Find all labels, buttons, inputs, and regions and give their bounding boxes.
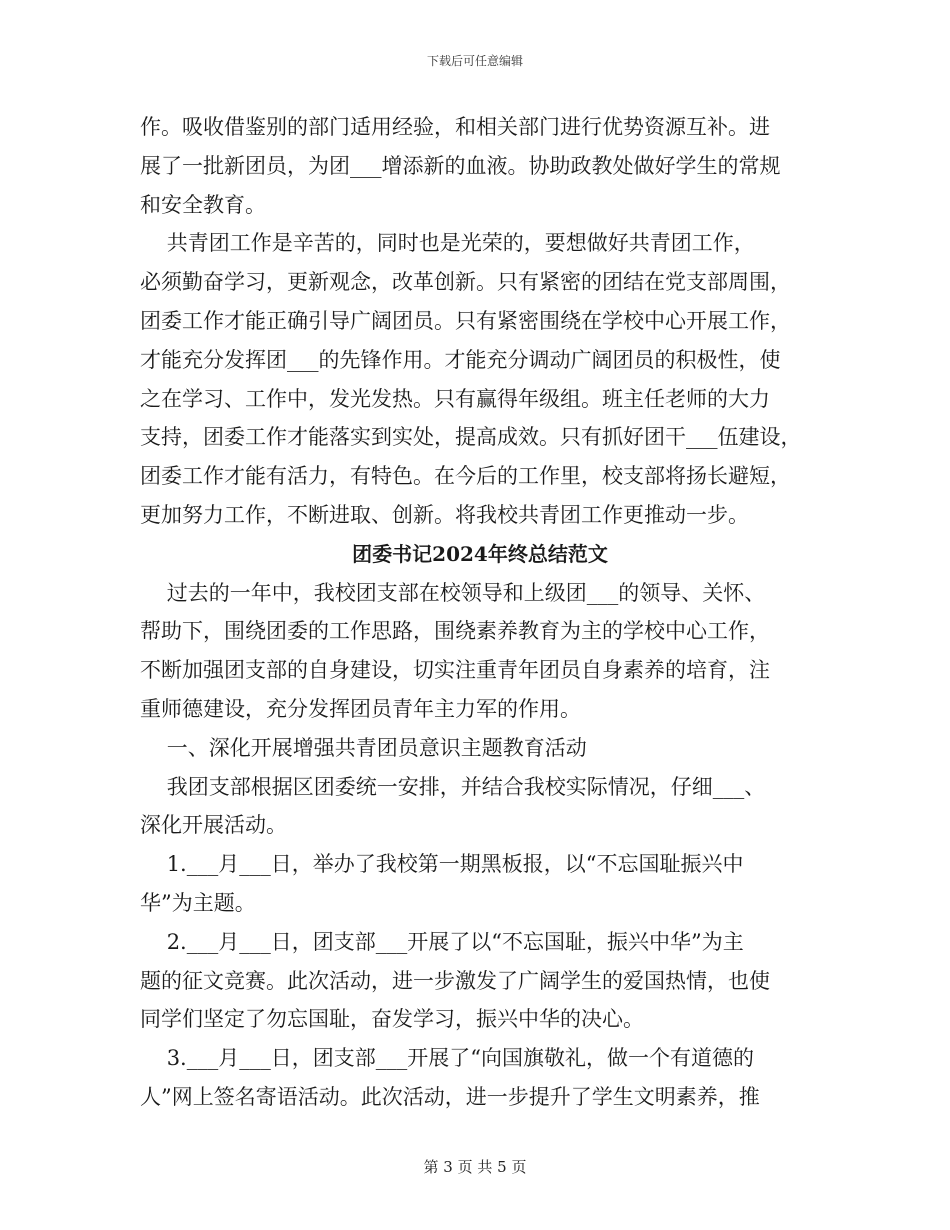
heading-line: 一、深化开展增强共青团员意识主题教育活动 bbox=[140, 735, 587, 760]
paragraph-line: 团委工作才能有活力，有特色。在今后的工作里，校支部将扬长避短， bbox=[140, 464, 791, 489]
paragraph-line: 过去的一年中，我校团支部在校领导和上级团___的领导、关怀、 bbox=[140, 580, 766, 605]
paragraph-line: 必须勤奋学习，更新观念，改革创新。只有紧密的团结在党支部周围， bbox=[140, 270, 791, 295]
list-item-line: 2.___月___日，团支部___开展了以“不忘国耻，振兴中华”为主 bbox=[140, 929, 744, 954]
document-body bbox=[140, 108, 820, 1117]
paragraph-line: 重师德建设，充分发挥团员青年主力军的作用。 bbox=[140, 696, 581, 721]
paragraph-line: 我团支部根据区团委统一安排，并结合我校实际情况，仔细___、 bbox=[140, 774, 766, 799]
paragraph-line: 共青团工作是辛苦的，同时也是光荣的，要想做好共青团工作， bbox=[140, 231, 755, 256]
page-number: 第 3 页 共 5 页 bbox=[423, 1158, 527, 1176]
page-header: 下载后可任意编辑 bbox=[426, 54, 523, 68]
paragraph-line: 团委工作才能正确引导广阔团员。只有紧密围绕在学校中心开展工作， bbox=[140, 308, 791, 333]
paragraph-line: 和安全教育。 bbox=[140, 192, 266, 217]
list-item-line: 同学们坚定了勿忘国耻，奋发学习，振兴中华的决心。 bbox=[140, 1007, 644, 1032]
paragraph-line: 不断加强团支部的自身建设，切实注重青年团员自身素养的培育，注 bbox=[140, 658, 770, 683]
paragraph-line: 支持，团委工作才能落实到实处，提高成效。只有抓好团干___伍建设， bbox=[140, 425, 802, 450]
list-item-line: 华”为主题。 bbox=[140, 890, 256, 915]
paragraph-line: 才能充分发挥团___的先锋作用。才能充分调动广阔团员的积极性，使 bbox=[140, 347, 781, 372]
paragraph-line: 帮助下，围绕团委的工作思路，围绕素养教育为主的学校中心工作， bbox=[140, 619, 770, 644]
list-item-line: 人”网上签名寄语活动。此次活动，进一步提升了学生文明素养，推 bbox=[140, 1084, 760, 1109]
list-item-line: 3.___月___日，团支部___开展了“向国旗敬礼，做一个有道德的 bbox=[140, 1046, 754, 1071]
paragraph-line: 之在学习、工作中，发光发热。只有赢得年级组。班主任老师的大力 bbox=[140, 386, 770, 411]
paragraph-line: 更加努力工作，不断进取、创新。将我校共青团工作更推动一步。 bbox=[140, 502, 749, 527]
list-item-line: 题的征文竞赛。此次活动，进一步激发了广阔学生的爱国热情，也使 bbox=[140, 968, 770, 993]
section-title: 团委书记2024年终总结范文 bbox=[352, 541, 608, 566]
paragraph-line: 深化开展活动。 bbox=[140, 813, 287, 838]
paragraph-line: 展了一批新团员，为团___增添新的血液。协助政教处做好学生的常规 bbox=[140, 153, 781, 178]
list-item-line: 1.___月___日，举办了我校第一期黑板报，以“不忘国耻振兴中 bbox=[140, 852, 744, 877]
paragraph-line: 作。吸收借鉴别的部门适用经验，和相关部门进行优势资源互补。进 bbox=[140, 115, 770, 139]
